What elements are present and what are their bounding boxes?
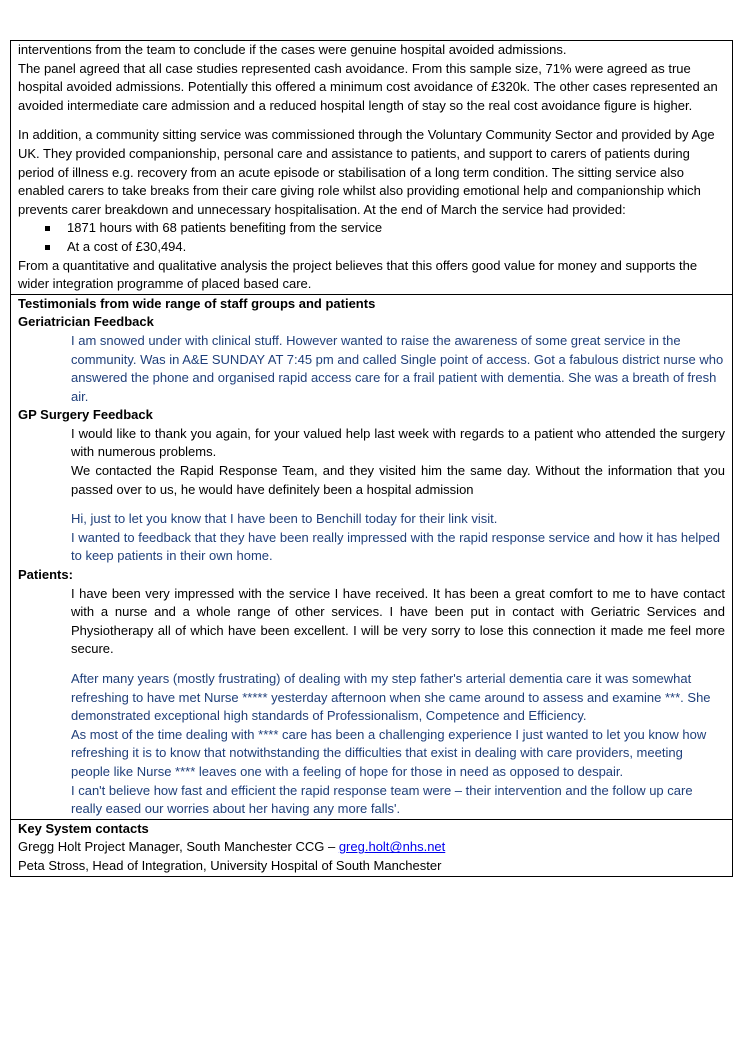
list-item: At a cost of £30,494. — [18, 238, 725, 257]
contact-gregg-holt: Gregg Holt Project Manager, South Manchester CCG – greg.holt@nhs.net — [18, 839, 446, 855]
sitting-service-paragraph: In addition, a community sitting service was commissioned through the Voluntary Community Sector and provided by Age UK. They provided companionship, personal care and assistance to patients, and support to carers of patients during period of illness e.g. recovery from an acute episode or stabilisation of a long term condition. The sitting service also enabled carers to take breaks from their care giving role whilst also providing emotional help and companionship which prevents carer breakdown and unnecessary hospitalisation. At the end of March the service had provided: — [18, 127, 715, 217]
patient-quote-4: I can't believe how fast and efficient the rapid response team were – their intervention and the follow up care really eased our worries about her having any more falls'. — [71, 782, 693, 817]
panel-paragraph: The panel agreed that all case studies represented cash avoidance. From this sample size, 71% were agreed as true hospital avoided admissions. Potentially this offered a minimum cost avoidance of £320k. The other cases represented an avoided intermediate care admission and a reduced hospital length of stay so the real cost avoidance figure is higher. — [18, 60, 718, 113]
contact-peta-stross: Peta Stross, Head of Integration, University Hospital of South Manchester — [18, 857, 442, 873]
patient-quote-1: I have been very impressed with the service I have received. It has been a great comfort to me to have contact with a nurse and a whole range of other services. I have been put in contact with Geriatric Services and Physiotherapy all of which have been excellent. I will be very sorry to lose this connection it made me feel more secure. — [71, 585, 725, 657]
conclusion-paragraph: From a quantitative and qualitative analysis the project believes that this offers good value for money and supports the wider integration programme of placed based care. — [18, 257, 698, 292]
document-page — [10, 40, 733, 877]
geriatrician-quote: I am snowed under with clinical stuff. However wanted to raise the awareness of some great service in the community. Was in A&E SUNDAY AT 7:45 pm and called Single point of access. Got a fabulous district nurse who answered the phone and organised rapid access care for a frail patient with dementia. She was a breath of fresh air. — [71, 332, 724, 404]
gp-quote-3: Hi, just to let you know that I have been to Benchill today for their link visit. — [71, 511, 498, 527]
gp-quote-1: I would like to thank you again, for your valued help last week with regards to a patient who attended the surgery with numerous problems. — [71, 425, 725, 460]
patient-quote-3: As most of the time dealing with **** care has been a challenging experience I just wanted to let you know how refreshing it is to know that notwithstanding the difficulties that exist in dealing with care providers, meeting people like Nurse **** leaves one with a feeling of hope for those in need as opposed to despair. — [71, 726, 707, 779]
patients-heading: Patients: — [18, 567, 73, 583]
bullet-icon — [45, 226, 50, 231]
email-link[interactable]: greg.holt@nhs.net — [338, 839, 446, 855]
testimonials-section — [10, 295, 733, 820]
gp-heading: GP Surgery Feedback — [18, 407, 153, 423]
geriatrician-heading: Geriatrician Feedback — [18, 314, 154, 330]
intro-line: interventions from the team to conclude if the cases were genuine hospital avoided admissions. — [18, 42, 567, 57]
evaluation-section — [10, 40, 733, 295]
list-item: 1871 hours with 68 patients benefiting from the service — [18, 219, 725, 238]
contacts-section — [10, 820, 733, 877]
gp-quote-2: We contacted the Rapid Response Team, and they visited him the same day. Without the information that you passed over to us, he would have definitely been a hospital admission — [71, 463, 725, 497]
bullet-icon — [45, 245, 50, 250]
service-stats-list — [18, 219, 725, 256]
contacts-heading: Key System contacts — [18, 820, 149, 836]
patient-quote-2: After many years (mostly frustrating) of dealing with my step father's arterial dementia care it was somewhat refreshing to have met Nurse ***** yesterday afternoon when she came around to assess and examine ***. She demonstrated exceptional high standards of Professionalism, Competence and Efficiency. — [71, 671, 711, 724]
testimonials-heading: Testimonials from wide range of staff groups and patients — [18, 295, 376, 311]
gp-quote-4: I wanted to feedback that they have been really impressed with the rapid response service and how it has helped to keep patients in their own home. — [71, 529, 720, 564]
